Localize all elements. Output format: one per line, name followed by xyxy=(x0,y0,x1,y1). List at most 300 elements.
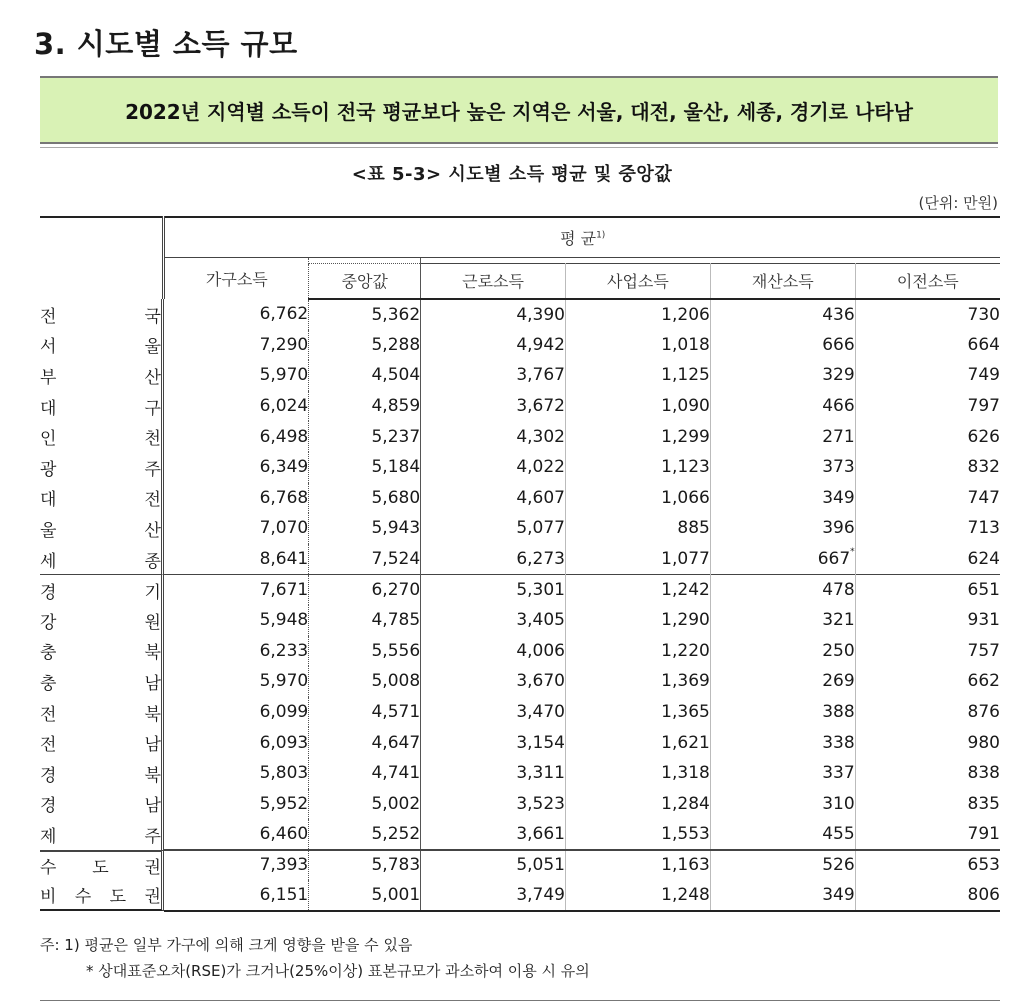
household-income-cell xyxy=(164,789,309,820)
household-income-cell-value: 6,099 xyxy=(259,702,309,723)
transfer-income-cell-value: 747 xyxy=(967,487,1000,508)
table-row xyxy=(40,544,1000,575)
table-title: <표 5-3> 시도별 소득 평균 및 중앙값 xyxy=(351,164,673,185)
business-income-cell xyxy=(565,789,710,820)
region-cell xyxy=(40,819,164,850)
transfer-income-cell-value: 791 xyxy=(967,823,1000,844)
household-income-cell xyxy=(164,574,309,605)
median-cell-value: 5,362 xyxy=(371,304,421,325)
property-income-cell xyxy=(710,727,855,758)
property-income-cell xyxy=(710,360,855,391)
household-income-cell-value: 7,671 xyxy=(259,579,309,600)
region-char: 광 xyxy=(40,459,57,480)
region-char: 천 xyxy=(144,429,161,450)
household-income-cell xyxy=(164,697,309,728)
wage-income-cell xyxy=(421,452,566,483)
wage-income-cell xyxy=(421,605,566,636)
wage-income-cell-value: 3,523 xyxy=(516,793,565,814)
median-cell-value: 6,270 xyxy=(371,579,421,600)
header-average-label: 평 균 xyxy=(560,228,597,248)
transfer-income-cell xyxy=(855,299,1000,330)
region-cell xyxy=(40,605,164,636)
property-income-cell-value: 388 xyxy=(822,702,855,723)
table-row xyxy=(40,574,1000,605)
business-income-cell-value: 1,553 xyxy=(661,823,710,844)
transfer-income-cell xyxy=(855,605,1000,636)
household-income-cell-value: 6,460 xyxy=(259,823,309,844)
region-cell xyxy=(40,513,164,544)
median-cell-value: 5,556 xyxy=(371,640,421,661)
table-row xyxy=(40,880,1000,911)
header-average xyxy=(164,217,1000,257)
property-income-cell xyxy=(710,789,855,820)
transfer-income-cell xyxy=(855,880,1000,911)
region-cell xyxy=(40,360,164,391)
property-income-cell xyxy=(710,421,855,452)
median-cell-value: 5,184 xyxy=(371,457,421,478)
median-cell xyxy=(309,789,421,820)
transfer-income-cell-value: 835 xyxy=(967,793,1000,814)
transfer-income-cell-value: 757 xyxy=(967,640,1000,661)
property-income-cell xyxy=(710,544,855,575)
business-income-cell-value: 1,163 xyxy=(661,855,710,876)
region-char: 전 xyxy=(40,735,57,756)
business-income-cell-value: 1,242 xyxy=(661,579,710,600)
region-char: 인 xyxy=(40,429,57,450)
region-cell xyxy=(40,483,164,514)
region-cell xyxy=(40,574,164,605)
property-income-cell-value: 269 xyxy=(822,671,855,692)
transfer-income-cell-value: 876 xyxy=(967,702,1000,723)
business-income-cell-value: 1,299 xyxy=(661,426,710,447)
property-income-cell xyxy=(710,452,855,483)
median-cell-value: 5,252 xyxy=(371,823,421,844)
transfer-income-cell-value: 653 xyxy=(967,855,1000,876)
region-char: 북 xyxy=(144,704,161,725)
business-income-cell-value: 885 xyxy=(677,518,710,539)
headline-box xyxy=(40,76,998,144)
transfer-income-cell-value: 730 xyxy=(967,304,1000,325)
transfer-income-cell xyxy=(855,330,1000,361)
median-cell xyxy=(309,452,421,483)
region-cell xyxy=(40,758,164,789)
household-income-cell-value: 6,768 xyxy=(259,487,309,508)
table-row xyxy=(40,697,1000,728)
note-1: 주: 1) 평균은 일부 가구에 의해 크게 영향을 받을 수 있음 xyxy=(40,936,413,954)
property-income-cell-value: 526 xyxy=(822,855,855,876)
table-body xyxy=(40,299,1000,911)
wage-income-cell xyxy=(421,819,566,850)
transfer-income-cell-value: 662 xyxy=(967,671,1000,692)
wage-income-cell-value: 3,749 xyxy=(516,885,565,906)
median-cell xyxy=(309,421,421,452)
transfer-income-cell xyxy=(855,574,1000,605)
region-cell xyxy=(40,330,164,361)
region-cell xyxy=(40,666,164,697)
region-cell xyxy=(40,544,164,575)
region-cell xyxy=(40,452,164,483)
table-row xyxy=(40,727,1000,758)
property-income-cell xyxy=(710,574,855,605)
header-business: 사업소득 xyxy=(565,263,710,299)
transfer-income-cell-value: 651 xyxy=(967,579,1000,600)
median-cell-value: 5,288 xyxy=(371,334,421,355)
region-char: 산 xyxy=(144,520,161,541)
unit-label: (단위: 만원) xyxy=(918,194,998,212)
median-cell xyxy=(309,880,421,911)
transfer-income-cell-value: 664 xyxy=(967,334,1000,355)
property-income-cell xyxy=(710,513,855,544)
transfer-income-cell-value: 713 xyxy=(967,518,1000,539)
region-char: 남 xyxy=(144,735,161,756)
property-income-cell-value: 250 xyxy=(822,640,855,661)
business-income-cell-value: 1,066 xyxy=(661,487,710,508)
household-income-cell xyxy=(164,513,309,544)
median-cell-value: 5,008 xyxy=(371,671,421,692)
region-cell xyxy=(40,880,164,911)
table-row xyxy=(40,789,1000,820)
transfer-income-cell xyxy=(855,697,1000,728)
wage-income-cell-value: 4,942 xyxy=(516,334,565,355)
transfer-income-cell-value: 832 xyxy=(967,457,1000,478)
region-char: 경 xyxy=(40,765,57,786)
property-income-cell-value: 321 xyxy=(822,610,855,631)
region-char: 전 xyxy=(144,490,161,511)
property-income-cell-value: 455 xyxy=(822,823,855,844)
median-cell xyxy=(309,727,421,758)
business-income-cell xyxy=(565,697,710,728)
property-income-cell-value: 337 xyxy=(822,763,855,784)
business-income-cell xyxy=(565,850,710,881)
bottom-rule xyxy=(40,1000,1000,1001)
region-char: 도 xyxy=(92,858,109,879)
transfer-income-cell xyxy=(855,666,1000,697)
region-cell xyxy=(40,850,164,881)
household-income-cell-value: 5,970 xyxy=(259,365,309,386)
transfer-income-cell-value: 624 xyxy=(967,548,1000,569)
household-income-cell xyxy=(164,819,309,850)
transfer-income-cell xyxy=(855,850,1000,881)
business-income-cell-value: 1,248 xyxy=(661,885,710,906)
region-char: 대 xyxy=(40,398,57,419)
region-char: 경 xyxy=(40,796,57,817)
household-income-cell-value: 6,093 xyxy=(259,732,309,753)
property-income-cell xyxy=(710,666,855,697)
region-char: 강 xyxy=(40,612,57,633)
business-income-cell-value: 1,365 xyxy=(661,702,710,723)
business-income-cell xyxy=(565,299,710,330)
region-char: 권 xyxy=(144,887,161,908)
region-char: 남 xyxy=(144,796,161,817)
household-income-cell-value: 6,498 xyxy=(259,426,309,447)
business-income-cell xyxy=(565,819,710,850)
household-income-cell-value: 7,290 xyxy=(259,334,309,355)
region-char: 원 xyxy=(144,612,161,633)
notes xyxy=(40,932,590,984)
median-cell-value: 4,785 xyxy=(371,610,421,631)
region-char: 구 xyxy=(144,398,161,419)
wage-income-cell-value: 3,661 xyxy=(516,823,565,844)
transfer-income-cell xyxy=(855,452,1000,483)
household-income-cell xyxy=(164,360,309,391)
headline-text: 2022년 지역별 소득이 전국 평균보다 높은 지역은 서울, 대전, 울산, 세종, 경기로 나타남 xyxy=(125,99,913,124)
median-cell-value: 5,002 xyxy=(371,793,421,814)
business-income-cell xyxy=(565,544,710,575)
wage-income-cell-value: 4,006 xyxy=(516,640,565,661)
business-income-cell xyxy=(565,880,710,911)
table-row xyxy=(40,299,1000,330)
transfer-income-cell xyxy=(855,513,1000,544)
wage-income-cell xyxy=(421,636,566,667)
region-cell xyxy=(40,727,164,758)
household-income-cell-value: 7,393 xyxy=(259,855,309,876)
property-income-cell-value: 338 xyxy=(822,732,855,753)
business-income-cell xyxy=(565,483,710,514)
transfer-income-cell xyxy=(855,421,1000,452)
transfer-income-cell-value: 806 xyxy=(967,885,1000,906)
region-char: 울 xyxy=(144,337,161,358)
region-char: 기 xyxy=(144,582,161,603)
region-char: 대 xyxy=(40,490,57,511)
business-income-cell-value: 1,090 xyxy=(661,396,710,417)
wage-income-cell xyxy=(421,360,566,391)
median-cell xyxy=(309,697,421,728)
wage-income-cell-value: 4,022 xyxy=(516,457,565,478)
table-row xyxy=(40,513,1000,544)
wage-income-cell xyxy=(421,513,566,544)
table-row xyxy=(40,452,1000,483)
household-income-cell-value: 6,762 xyxy=(259,304,309,325)
median-cell xyxy=(309,666,421,697)
table-row xyxy=(40,483,1000,514)
household-income-cell-value: 6,349 xyxy=(259,457,309,478)
header-average-note: 1) xyxy=(596,230,606,241)
business-income-cell xyxy=(565,636,710,667)
wage-income-cell-value: 5,077 xyxy=(516,518,565,539)
region-char: 주 xyxy=(144,459,161,480)
household-income-cell xyxy=(164,544,309,575)
household-income-cell xyxy=(164,483,309,514)
household-income-cell-value: 8,641 xyxy=(259,548,309,569)
median-cell-value: 5,783 xyxy=(371,855,421,876)
wage-income-cell-value: 3,672 xyxy=(516,396,565,417)
median-cell-value: 5,943 xyxy=(371,518,421,539)
household-income-cell-value: 6,151 xyxy=(259,885,309,906)
property-income-cell-value: 271 xyxy=(822,426,855,447)
household-income-cell-value: 5,803 xyxy=(259,763,309,784)
region-char: 종 xyxy=(144,551,161,572)
household-income-cell xyxy=(164,636,309,667)
transfer-income-cell xyxy=(855,636,1000,667)
business-income-cell-value: 1,125 xyxy=(661,365,710,386)
median-cell xyxy=(309,299,421,330)
business-income-cell-value: 1,206 xyxy=(661,304,710,325)
median-cell-value: 4,859 xyxy=(371,396,421,417)
median-cell-value: 7,524 xyxy=(371,548,421,569)
wage-income-cell-value: 5,051 xyxy=(516,855,565,876)
median-cell xyxy=(309,330,421,361)
property-income-cell-value: 396 xyxy=(822,518,855,539)
transfer-income-cell xyxy=(855,758,1000,789)
median-cell xyxy=(309,850,421,881)
median-cell xyxy=(309,544,421,575)
property-income-cell xyxy=(710,636,855,667)
region-char: 충 xyxy=(40,673,57,694)
property-income-cell-value: 466 xyxy=(822,396,855,417)
wage-income-cell-value: 6,273 xyxy=(516,548,565,569)
region-char: 도 xyxy=(109,887,127,908)
median-cell xyxy=(309,819,421,850)
transfer-income-cell xyxy=(855,483,1000,514)
household-income-cell-value: 7,070 xyxy=(259,518,309,539)
median-cell xyxy=(309,758,421,789)
business-income-cell-value: 1,621 xyxy=(661,732,710,753)
property-income-cell xyxy=(710,299,855,330)
household-income-cell xyxy=(164,666,309,697)
transfer-income-cell xyxy=(855,360,1000,391)
section-title: 3. 시도별 소득 규모 xyxy=(34,27,298,61)
region-char: 경 xyxy=(40,582,57,603)
property-income-cell-value: 373 xyxy=(822,457,855,478)
transfer-income-cell xyxy=(855,789,1000,820)
business-income-cell-value: 1,018 xyxy=(661,334,710,355)
wage-income-cell xyxy=(421,697,566,728)
table-row xyxy=(40,758,1000,789)
table-row xyxy=(40,330,1000,361)
region-char: 주 xyxy=(144,826,161,847)
wage-income-cell xyxy=(421,299,566,330)
business-income-cell-value: 1,290 xyxy=(661,610,710,631)
wage-income-cell xyxy=(421,850,566,881)
business-income-cell-value: 1,318 xyxy=(661,763,710,784)
household-income-cell-value: 6,024 xyxy=(259,396,309,417)
business-income-cell xyxy=(565,391,710,422)
property-income-cell-value: 666 xyxy=(822,334,855,355)
header-region xyxy=(40,217,164,299)
household-income-cell-value: 5,970 xyxy=(259,671,309,692)
region-char: 제 xyxy=(40,826,57,847)
region-cell xyxy=(40,299,164,330)
region-char: 울 xyxy=(40,520,57,541)
household-income-cell xyxy=(164,452,309,483)
wage-income-cell xyxy=(421,758,566,789)
business-income-cell xyxy=(565,513,710,544)
median-cell xyxy=(309,636,421,667)
region-cell xyxy=(40,636,164,667)
business-income-cell-value: 1,369 xyxy=(661,671,710,692)
region-char: 수 xyxy=(40,858,57,879)
income-table xyxy=(40,216,1000,912)
wage-income-cell xyxy=(421,727,566,758)
wage-income-cell xyxy=(421,789,566,820)
median-cell xyxy=(309,360,421,391)
median-cell-value: 4,571 xyxy=(371,702,421,723)
household-income-cell xyxy=(164,605,309,636)
transfer-income-cell xyxy=(855,819,1000,850)
table-row xyxy=(40,850,1000,881)
property-income-cell xyxy=(710,391,855,422)
region-char: 남 xyxy=(144,673,161,694)
median-cell-value: 5,680 xyxy=(371,487,421,508)
household-income-cell-value: 5,948 xyxy=(259,610,309,631)
table-row xyxy=(40,636,1000,667)
table-row xyxy=(40,391,1000,422)
business-income-cell xyxy=(565,574,710,605)
household-income-cell xyxy=(164,421,309,452)
transfer-income-cell-value: 797 xyxy=(967,396,1000,417)
property-income-cell-value: 349 xyxy=(822,487,855,508)
business-income-cell-value: 1,077 xyxy=(661,548,710,569)
region-char: 산 xyxy=(144,367,161,388)
property-income-cell-value: 478 xyxy=(822,579,855,600)
property-income-cell-value: 667 xyxy=(817,548,851,569)
property-income-cell xyxy=(710,330,855,361)
property-income-cell xyxy=(710,880,855,911)
rse-mark: * xyxy=(850,546,855,557)
region-char: 전 xyxy=(40,306,57,327)
business-income-cell-value: 1,220 xyxy=(661,640,710,661)
transfer-income-cell-value: 931 xyxy=(967,610,1000,631)
region-char: 충 xyxy=(40,643,57,664)
household-income-cell xyxy=(164,391,309,422)
transfer-income-cell xyxy=(855,544,1000,575)
wage-income-cell xyxy=(421,421,566,452)
table-row xyxy=(40,605,1000,636)
property-income-cell xyxy=(710,483,855,514)
wage-income-cell xyxy=(421,574,566,605)
header-transfer: 이전소득 xyxy=(855,263,1000,299)
business-income-cell xyxy=(565,727,710,758)
property-income-cell xyxy=(710,819,855,850)
region-char: 권 xyxy=(144,858,161,879)
region-cell xyxy=(40,421,164,452)
business-income-cell xyxy=(565,758,710,789)
wage-income-cell xyxy=(421,544,566,575)
household-income-cell-value: 6,233 xyxy=(259,640,309,661)
household-income-cell xyxy=(164,850,309,881)
median-cell-value: 4,504 xyxy=(371,365,421,386)
wage-income-cell xyxy=(421,330,566,361)
property-income-cell xyxy=(710,697,855,728)
header-wage: 근로소득 xyxy=(421,263,566,299)
region-char: 북 xyxy=(144,643,161,664)
business-income-cell-value: 1,284 xyxy=(661,793,710,814)
median-cell xyxy=(309,391,421,422)
median-cell xyxy=(309,483,421,514)
wage-income-cell xyxy=(421,880,566,911)
median-cell-value: 4,741 xyxy=(371,763,421,784)
transfer-income-cell-value: 838 xyxy=(967,763,1000,784)
transfer-income-cell-value: 626 xyxy=(967,426,1000,447)
region-cell xyxy=(40,789,164,820)
business-income-cell xyxy=(565,666,710,697)
wage-income-cell-value: 4,607 xyxy=(516,487,565,508)
region-char: 전 xyxy=(40,704,57,725)
table-row xyxy=(40,819,1000,850)
median-cell-value: 5,237 xyxy=(371,426,421,447)
household-income-cell xyxy=(164,727,309,758)
header-property: 재산소득 xyxy=(710,263,855,299)
header-household: 가구소득 xyxy=(205,269,268,289)
property-income-cell xyxy=(710,605,855,636)
property-income-cell-value: 349 xyxy=(822,885,855,906)
household-income-cell xyxy=(164,758,309,789)
table-row xyxy=(40,666,1000,697)
household-income-cell xyxy=(164,330,309,361)
wage-income-cell-value: 3,311 xyxy=(516,763,565,784)
wage-income-cell-value: 3,154 xyxy=(516,732,565,753)
region-char: 비 xyxy=(40,887,57,908)
